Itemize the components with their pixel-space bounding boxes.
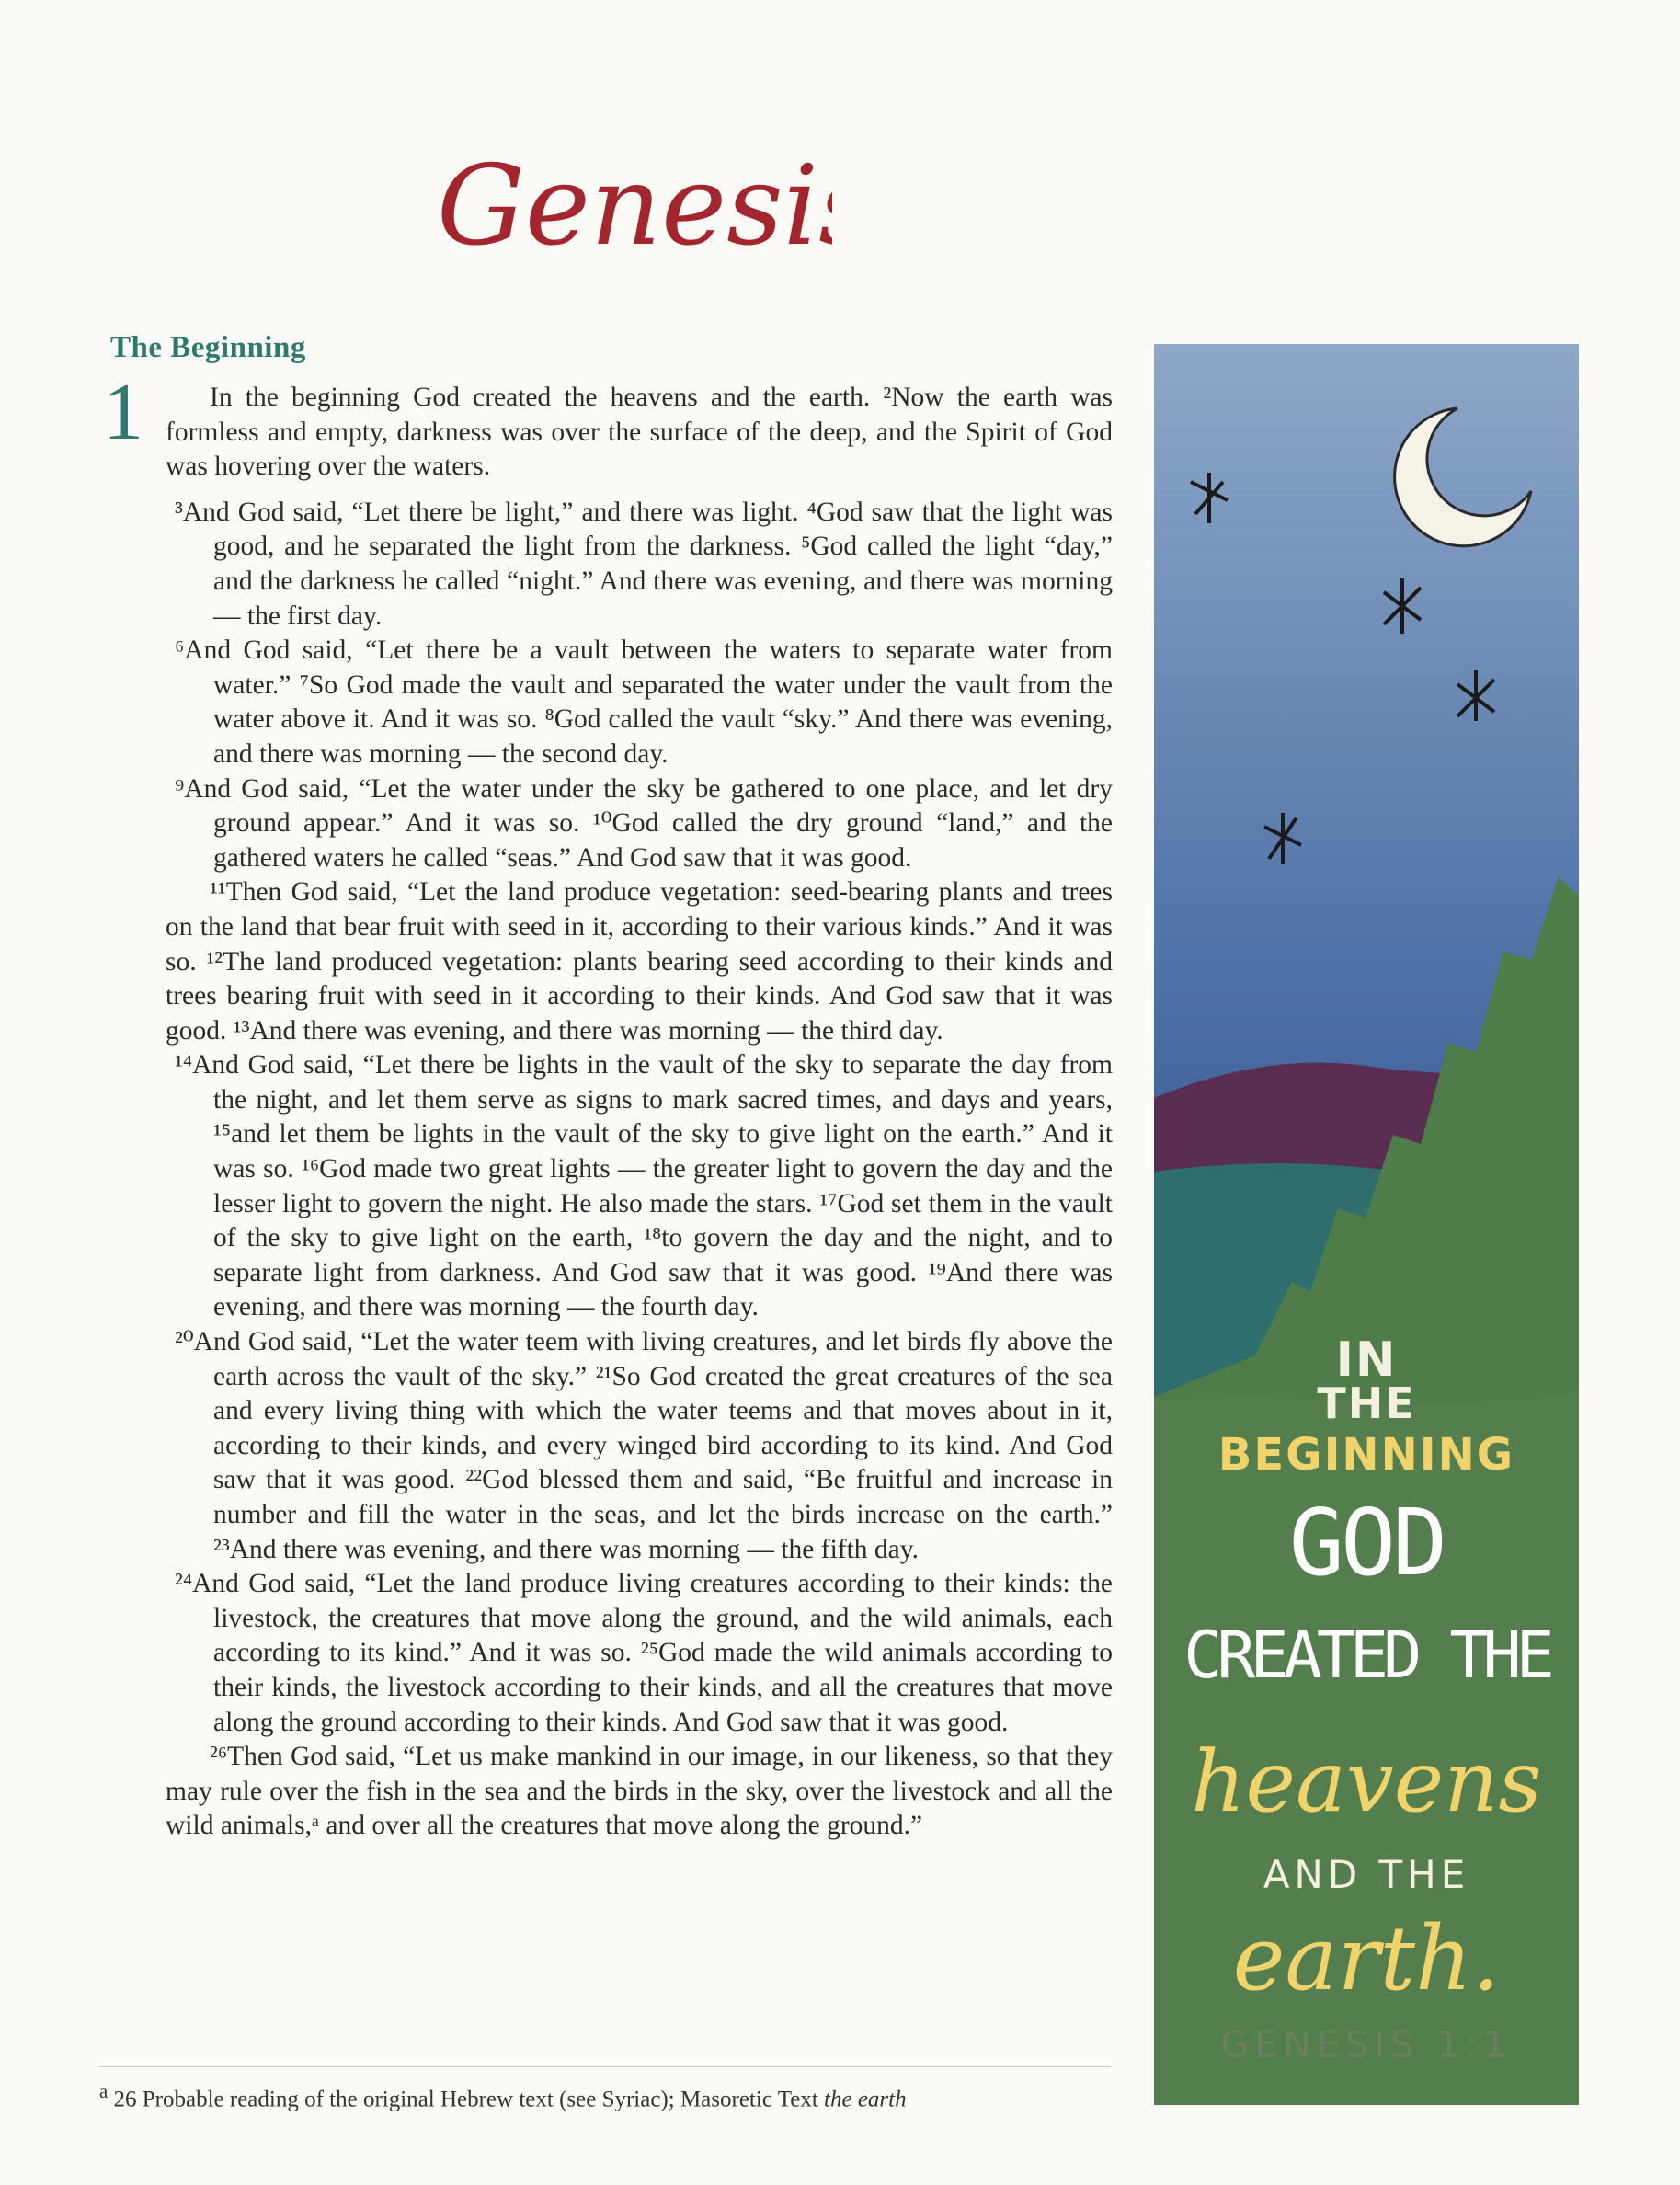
bookmark-line-beginning: BEGINNING xyxy=(1217,1429,1515,1481)
bookmark-line-created-the: CREATED THE xyxy=(1183,1618,1549,1693)
footnote-ref: 26 xyxy=(113,2087,137,2112)
section-heading: The Beginning xyxy=(110,331,306,364)
bookmark-line-and-the: AND THE xyxy=(1263,1852,1470,1897)
bookmark-line-in: IN xyxy=(1335,1333,1398,1388)
chapter-number: 1 xyxy=(103,368,143,457)
illustrated-bookmark xyxy=(1154,344,1579,2105)
footnote xyxy=(99,2080,1111,2112)
paragraph-5: ¹¹Then God said, “Let the land produce vegetation: seed-bearing plants and trees on the land that bear fruit with seed in it, according to their various kinds.” And it was so. ¹²The land produced vegetation: plants bearing seed according to their kinds and trees bearing fruit with seed in it according to their kinds. And God saw that it was good. ¹³And there was evening, and there was morning — the third day. xyxy=(166,877,1113,1046)
paragraph-8: ²⁴And God said, “Let the land produce living creatures according to their kinds: the livestock, the creatures that move along the ground, and the wild animals, each according to its kind.” And it was so. ²⁵God made the wild animals according to their kinds, the livestock according to their kinds, and all the creatures that move along the ground according to their kinds. And God saw that it was good. xyxy=(175,1569,1113,1737)
paragraph-2: ³And God said, “Let there be light,” and there was light. ⁴God saw that the light was good, and he separated the light from the darkness. ⁵God called the light “day,” and the darkness he called “night.” And there was evening, and there was morning — the first day. xyxy=(175,497,1113,631)
footnote-text: Probable reading of the original Hebrew text (see Syriac); Masoretic Text xyxy=(142,2087,818,2112)
bookmark-line-heavens: heavens xyxy=(1191,1733,1542,1831)
bookmark-line-earth: earth. xyxy=(1232,1907,1501,2010)
scripture-text xyxy=(166,381,1113,1844)
bookmark-reference: GENESIS 1:1 xyxy=(1220,2024,1513,2066)
paragraph-1: In the beginning God created the heavens and the earth. ²Now the earth was formless and empty, darkness was over the surface of the deep, and the Spirit of God was hovering over the waters. xyxy=(166,383,1113,482)
footnote-italic: the earth xyxy=(824,2087,907,2112)
bookmark-illustration xyxy=(1154,344,1579,2105)
paragraph-6: ¹⁴And God said, “Let there be lights in the vault of the sky to separate the day from the night, and let them serve as signs to mark sacred times, and days and years, ¹⁵and let them be lights in the vault of the sky to give light on the earth.” And it was so. ¹⁶God made two great lights — the greater light to govern the day and the lesser light to govern the night. He also made the stars. ¹⁷God set them in the vault of the sky to give light on the earth, ¹⁸to govern the day and the night, and to separate light from darkness. And God saw that it was good. ¹⁹And there was evening, and there was morning — the fourth day. xyxy=(175,1050,1113,1322)
paragraph-4: ⁹And God said, “Let the water under the sky be gathered to one place, and let dry ground appear.” And it was so. ¹⁰God called the dry ground “land,” and the gathered waters he called “seas.” And God saw that it was good. xyxy=(175,773,1113,873)
book-title xyxy=(418,106,832,308)
paragraph-3: ⁶And God said, “Let there be a vault between the waters to separate water from water.” ⁷So God made the vault and separated the water under the vault from the water above it. And it was so. ⁸God called the vault “sky.” And there was evening, and there was morning — the second day. xyxy=(175,635,1113,769)
paragraph-7: ²⁰And God said, “Let the water teem with living creatures, and let birds fly above the earth across the vault of the sky.” ²¹So God created the great creatures of the sea and every living thing with which the water teems and that moves about in it, according to their kinds, and every winged bird according to its kind. And God saw that it was good. ²²God blessed them and said, “Be fruitful and increase in number and fill the water in the seas, and let the birds increase on the earth.” ²³And there was evening, and there was morning — the fifth day. xyxy=(175,1327,1113,1564)
bookmark-line-the: THE xyxy=(1317,1378,1416,1428)
book-title-text: Genesis xyxy=(437,143,832,270)
footnote-divider xyxy=(99,2066,1111,2067)
paragraph-9: ²⁶Then God said, “Let us make mankind in our image, in our likeness, so that they may rule over the fish in the sea and the birds in the sky, over the livestock and all the wild animals,ᵃ and over all the creatures that move along the ground.” xyxy=(166,1742,1113,1841)
bookmark-line-god: GOD xyxy=(1288,1489,1445,1596)
footnote-marker: a xyxy=(99,2080,109,2102)
